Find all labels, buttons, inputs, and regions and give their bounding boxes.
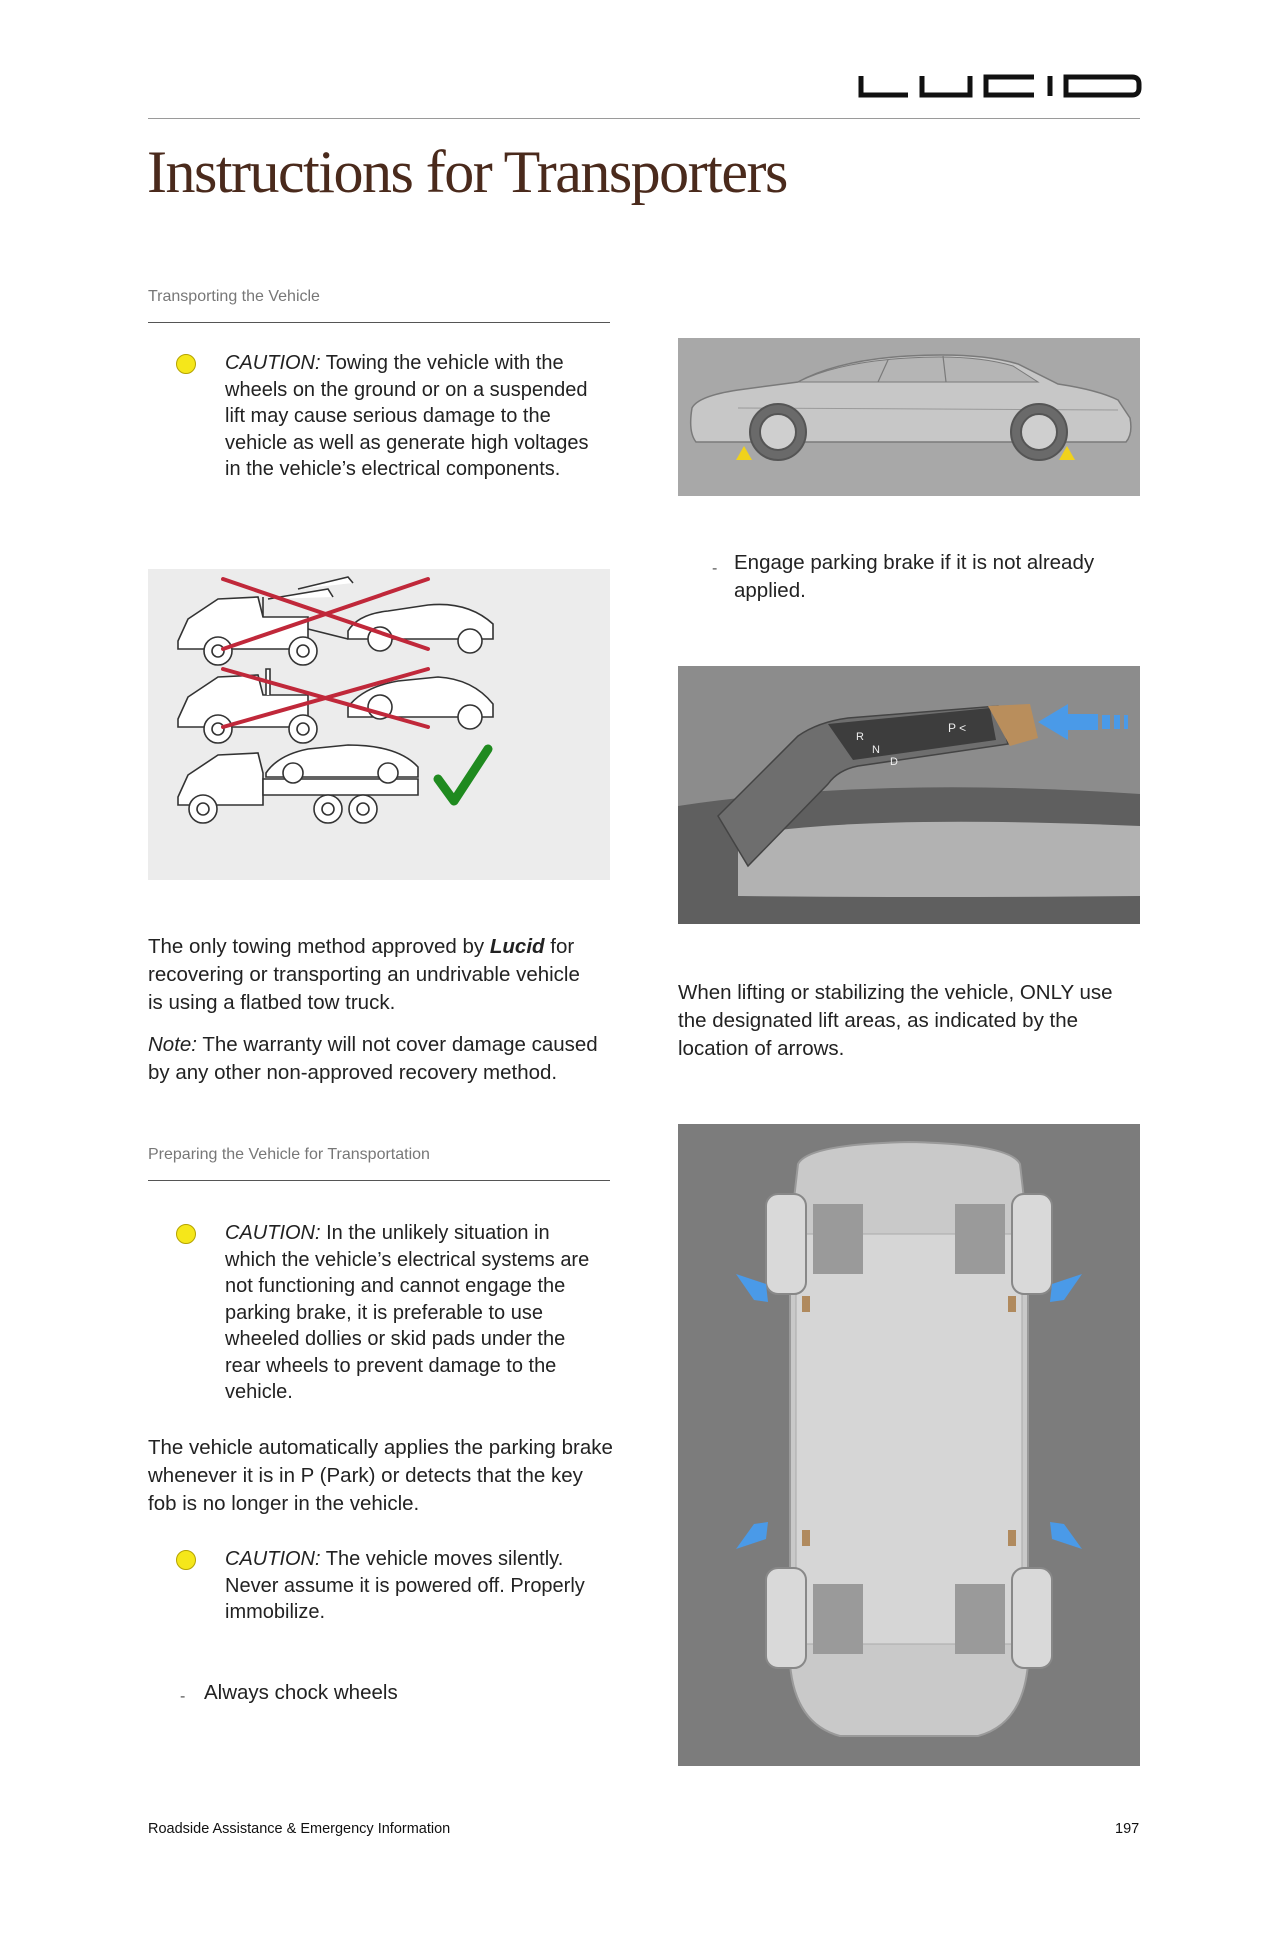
section-label-preparing: Preparing the Vehicle for Transportation [148,1146,430,1163]
caution-prefix: CAUTION: [225,1222,321,1244]
lift-areas-text: When lifting or stabilizing the vehicle, ONLY use the designated lift areas, as indicated by the location of arrows. [678,981,1113,1060]
section-rule [148,1180,610,1181]
header-rule [148,118,1140,119]
note-body: The warranty will not cover damage caused by any other non-approved recovery method. [148,1033,598,1084]
lucid-logo [858,74,1142,98]
stalk-label-r: R [856,731,864,743]
underbody-lift-points-figure [678,1124,1140,1766]
approved-part1: The only towing method approved by [148,935,490,958]
towing-methods-figure [148,569,610,880]
chock-wheels-text: Always chock wheels [204,1681,398,1704]
drive-stalk-figure [678,666,1140,924]
footer-section: Roadside Assistance & Emergency Information [148,1821,451,1837]
section-label-transporting: Transporting the Vehicle [148,288,320,305]
caution-dot-icon [176,1224,196,1244]
caution-dot-icon [176,354,196,374]
page-number: 197 [1115,1821,1140,1837]
auto-brake-text: The vehicle automatically applies the parking brake whenever it is in P (Park) or detects that the key fob is no longer in the vehicle. [148,1436,613,1515]
caution-silent [225,1546,610,1626]
approved-brand: Lucid [489,935,545,958]
caution-body: In the unlikely situation in which the vehicle’s electrical systems are not functioning and cannot engage the parking brake, it is preferable to use wheeled dollies or skid pads under the rear wheels to prevent damage to the vehicle. [225,1222,590,1403]
engage-brake-text: Engage parking brake if it is not already applied. [734,551,1095,602]
caution-body: The vehicle moves silently. Never assume it is powered off. Properly immobilize. [225,1548,585,1623]
bullet-dash: - [180,1688,186,1705]
stalk-label-n: N [872,744,880,756]
approved-part2: for recovering or transporting an undrivable vehicle is using a flatbed tow truck. [148,935,580,1014]
caution-dot-icon [176,1550,196,1570]
approved-method-text [148,933,598,1017]
section-rule [148,322,610,323]
bullet-dash: - [712,560,718,577]
caution-body: Towing the vehicle with the wheels on the ground or on a suspended lift may cause serious damage to the vehicle as well as generate high voltages in the vehicle’s electrical components. [225,352,589,480]
page-title: Instructions for Transporters [147,139,787,205]
warranty-note [148,1031,598,1087]
caution-prefix: CAUTION: [225,1548,321,1570]
caution-towing [225,350,605,483]
car-side-view-figure [678,338,1140,496]
stalk-label-d: D [890,756,898,768]
caution-prefix: CAUTION: [225,352,321,374]
note-prefix: Note: [148,1033,197,1056]
caution-parking-brake [225,1220,605,1406]
stalk-label-p: P < [948,721,967,735]
